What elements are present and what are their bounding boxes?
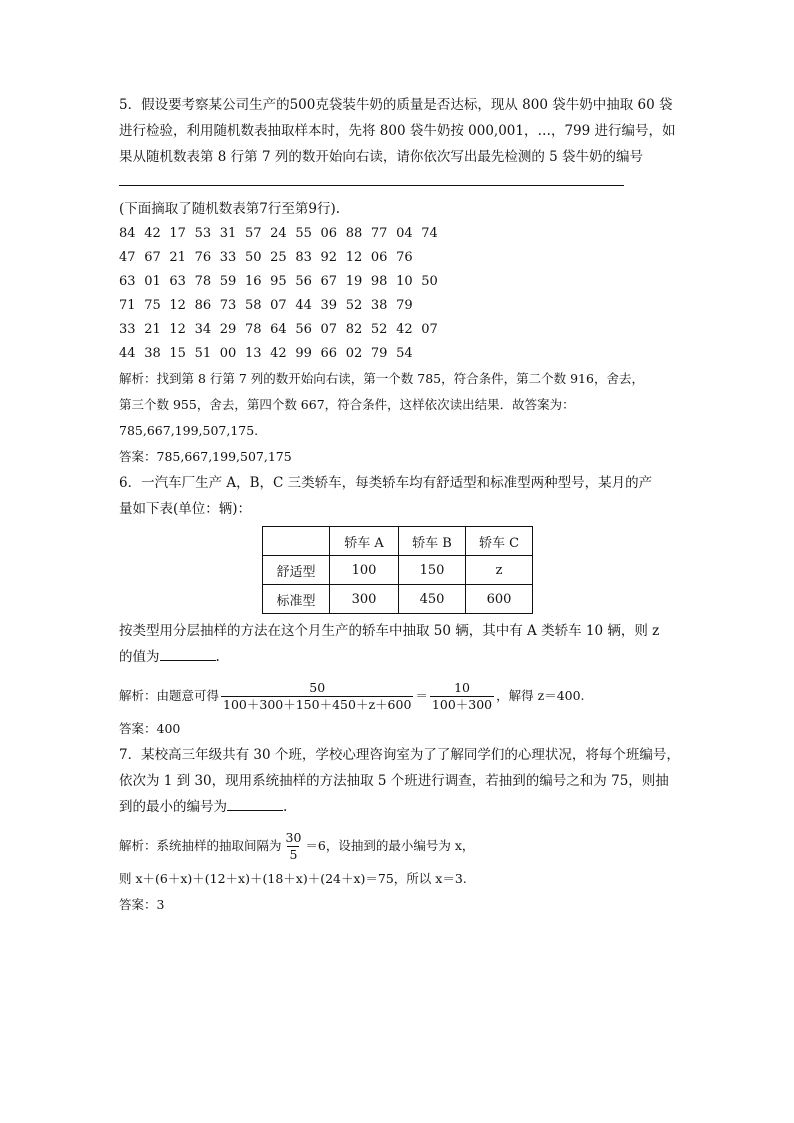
random-number: 00	[219, 346, 237, 361]
fraction-denominator: 5	[289, 847, 298, 862]
random-number: 12	[169, 322, 186, 337]
random-number: 24	[270, 226, 287, 241]
random-number: 95	[270, 274, 287, 289]
q6-fraction-2	[430, 680, 494, 713]
random-number: 01	[144, 274, 161, 289]
random-number: 06	[320, 226, 338, 241]
random-number: 42	[396, 322, 413, 337]
random-number: 75	[144, 298, 161, 313]
random-number: 78	[194, 274, 212, 289]
q7-answer: 答案：3	[119, 897, 165, 912]
table-row	[263, 556, 533, 585]
table-cell: 舒适型	[263, 556, 330, 585]
random-number: 16	[244, 274, 262, 289]
random-number: 56	[295, 274, 312, 289]
q6-solution-prefix: 解析：由题意可得	[119, 688, 220, 703]
random-number: 42	[270, 346, 287, 361]
random-number: 67	[144, 250, 161, 265]
table-row	[263, 585, 533, 614]
random-number: 38	[144, 346, 161, 361]
random-number: 77	[370, 226, 388, 241]
q7-answer-blank	[227, 796, 283, 811]
random-number: 12	[345, 250, 363, 265]
fraction-denominator: 100＋300	[431, 697, 493, 712]
q5-note: (下面摘取了随机数表第7行至第9行).	[119, 201, 341, 217]
random-number: 51	[194, 346, 212, 361]
random-number: 54	[396, 346, 413, 361]
q7-solution-suffix: ＝6，设抽到的最小编号为 x，	[305, 838, 475, 853]
random-number: 71	[119, 298, 136, 313]
random-number: 13	[244, 346, 262, 361]
random-number: 66	[320, 346, 338, 361]
table-cell: 450	[399, 585, 466, 614]
fraction-denominator: 100＋300＋150＋450＋z＋600	[223, 697, 412, 712]
q5-line-3: 果从随机数表第 8 行第 7 列的数开始向右读，请你依次写出最先检测的 5 袋牛奶的编号	[119, 149, 644, 165]
q7-solution-line-2: 则 x＋(6＋x)＋(12＋x)＋(18＋x)＋(24＋x)＝75，所以 x＝3.	[119, 871, 467, 886]
random-number: 63	[169, 274, 186, 289]
random-number: 19	[345, 274, 363, 289]
table-cell: z	[466, 556, 533, 585]
random-number: 06	[370, 250, 388, 265]
random-number: 86	[194, 298, 212, 313]
random-number: 52	[345, 298, 363, 313]
q6-line-4	[119, 644, 679, 670]
random-number: 10	[396, 274, 413, 289]
random-number: 76	[396, 250, 413, 265]
q6-answer-blank	[160, 646, 216, 661]
q7-line-1: 7．某校高三年级共有 30 个班，学校心理咨询室为了了解同学们的心理状况，将每个班编号，	[119, 747, 680, 763]
q7-line-3-text: 到的最小的编号为	[119, 799, 227, 815]
table-cell: 轿车 B	[399, 527, 466, 556]
table-cell: 300	[330, 585, 399, 614]
q5-line-1: 5．假设要考察某公司生产的500克袋装牛奶的质量是否达标，现从 800 袋牛奶中抽取 60 袋	[119, 97, 673, 113]
random-number: 50	[421, 274, 438, 289]
random-number: 59	[219, 274, 237, 289]
random-number: 44	[119, 346, 136, 361]
table-cell: 标准型	[263, 585, 330, 614]
table-cell: 100	[330, 556, 399, 585]
random-number: 79	[370, 346, 388, 361]
q5-line-2: 进行检验，利用随机数表抽取样本时，先将 800 袋牛奶按 000,001，…，799 进行编号，如	[119, 123, 676, 139]
random-number: 04	[396, 226, 413, 241]
random-table-row	[119, 222, 679, 246]
q5-answer-blank	[119, 184, 624, 186]
random-number-table	[119, 222, 679, 366]
production-table	[262, 526, 533, 614]
q7-line-3	[119, 794, 679, 820]
random-number: 29	[219, 322, 237, 337]
random-number: 78	[244, 322, 262, 337]
random-number: 25	[270, 250, 287, 265]
q5-solution-line-1: 解析：找到第 8 行第 7 列的数开始向右读，第一个数 785，符合条件，第二个数 916，舍去，	[119, 371, 644, 386]
q5-answer: 答案：785,667,199,507,175	[119, 449, 292, 464]
q6-line-4-text: 的值为	[119, 649, 160, 665]
random-number: 92	[320, 250, 338, 265]
random-number: 47	[119, 250, 136, 265]
question-6	[119, 470, 679, 742]
question-7	[119, 742, 679, 918]
table-cell	[263, 527, 330, 556]
fraction-numerator: 50	[309, 680, 326, 695]
random-number: 02	[345, 346, 363, 361]
random-number: 98	[370, 274, 388, 289]
random-number: 31	[219, 226, 237, 241]
random-number: 83	[295, 250, 312, 265]
random-number: 55	[295, 226, 312, 241]
random-table-row	[119, 246, 679, 270]
random-table-row	[119, 342, 679, 366]
q7-solution-line-1	[119, 826, 679, 866]
random-table-row	[119, 318, 679, 342]
random-number: 33	[119, 322, 136, 337]
q5-solution-line-2: 第三个数 955，舍去，第四个数 667，符合条件，这样依次读出结果．故答案为：	[119, 397, 575, 412]
random-number: 34	[194, 322, 212, 337]
table-cell: 150	[399, 556, 466, 585]
random-number: 39	[320, 298, 338, 313]
random-number: 44	[295, 298, 312, 313]
table-cell: 轿车 A	[330, 527, 399, 556]
q6-line-1: 6．一汽车厂生产 A，B，C 三类轿车，每类轿车均有舒适型和标准型两种型号，某月的产	[119, 475, 653, 491]
q6-answer: 答案：400	[119, 721, 181, 736]
random-number: 84	[119, 226, 136, 241]
q7-fraction	[284, 830, 304, 863]
random-number: 38	[370, 298, 388, 313]
random-number: 63	[119, 274, 136, 289]
random-number: 50	[244, 250, 262, 265]
random-number: 76	[194, 250, 212, 265]
random-number: 17	[169, 226, 186, 241]
random-number: 07	[421, 322, 438, 337]
random-number: 79	[396, 298, 413, 313]
equals-sign: ＝	[415, 688, 428, 703]
random-number: 88	[345, 226, 363, 241]
document-page	[119, 92, 679, 918]
table-header-row	[263, 527, 533, 556]
random-number: 42	[144, 226, 161, 241]
q7-line-2: 依次为 1 到 30，现用系统抽样的方法抽取 5 个班进行调查，若抽到的编号之和为 75，则抽	[119, 773, 669, 789]
fraction-numerator: 10	[454, 680, 470, 695]
random-number: 57	[244, 226, 262, 241]
random-number: 67	[320, 274, 338, 289]
random-table-row	[119, 270, 679, 294]
q7-solution-prefix: 解析：系统抽样的抽取间隔为	[119, 838, 282, 853]
random-number: 64	[270, 322, 287, 337]
table-cell: 600	[466, 585, 533, 614]
q6-solution-suffix: ，解得 z＝400.	[496, 688, 585, 703]
q6-fraction-1	[221, 680, 413, 713]
random-number: 21	[144, 322, 161, 337]
random-number: 73	[219, 298, 237, 313]
random-number: 33	[219, 250, 237, 265]
q5-solution-line-3: 785,667,199,507,175.	[119, 423, 259, 438]
table-cell: 轿车 C	[466, 527, 533, 556]
random-number: 21	[169, 250, 186, 265]
random-number: 99	[295, 346, 312, 361]
random-number: 58	[244, 298, 262, 313]
q7-line-3-end: .	[283, 799, 288, 815]
random-number: 52	[370, 322, 388, 337]
q6-line-3: 按类型用分层抽样的方法在这个月生产的轿车中抽取 50 辆，其中有 A 类轿车 10 辆，则 z	[119, 623, 660, 639]
random-number: 82	[345, 322, 363, 337]
random-number: 12	[169, 298, 186, 313]
random-number: 07	[320, 322, 338, 337]
random-number: 15	[169, 346, 186, 361]
q6-solution	[119, 676, 679, 716]
fraction-numerator: 30	[285, 830, 302, 845]
random-number: 74	[421, 226, 438, 241]
random-number: 56	[295, 322, 312, 337]
question-5	[119, 92, 679, 470]
q6-line-2: 量如下表(单位：辆)：	[119, 501, 252, 517]
random-table-row	[119, 294, 679, 318]
q6-line-4-end: .	[215, 649, 220, 665]
random-number: 53	[194, 226, 212, 241]
random-number: 07	[270, 298, 287, 313]
